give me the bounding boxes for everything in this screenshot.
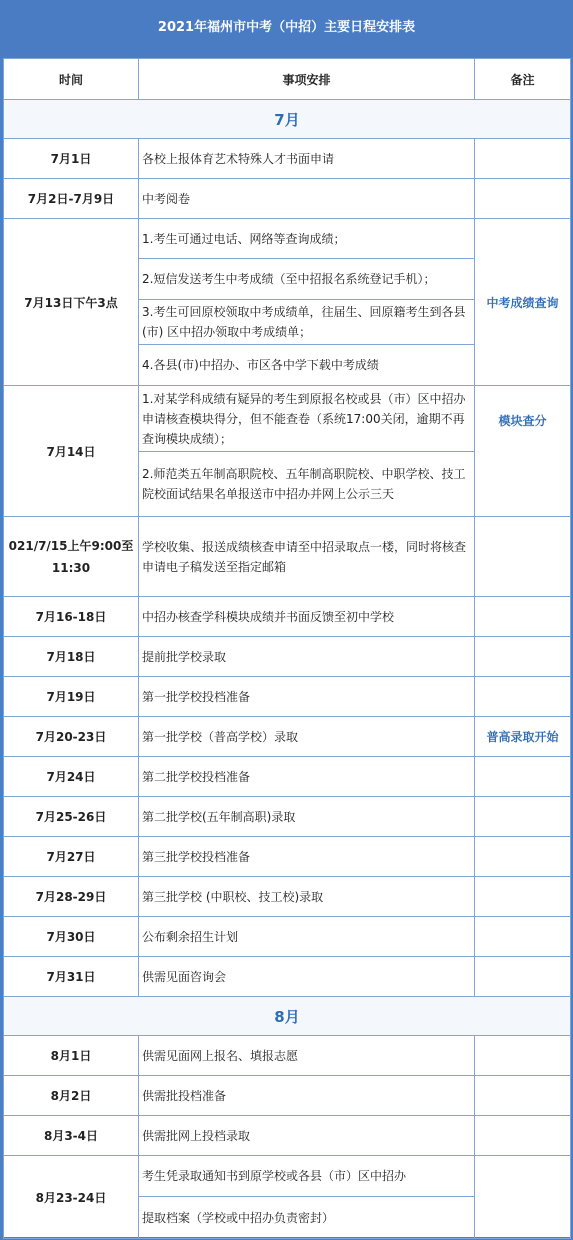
row-event: 供需见面咨询会	[139, 957, 475, 997]
table-row	[4, 797, 571, 837]
row-date: 7月19日	[4, 677, 139, 717]
row-event: 第一批学校投档准备	[139, 677, 475, 717]
row-event-group	[139, 1156, 475, 1239]
row-date: 7月18日	[4, 637, 139, 677]
row-event: 提取档案（学校或中招办负责密封）	[142, 1210, 335, 1225]
table-row	[4, 1036, 571, 1076]
row-date: 8月23-24日	[4, 1156, 139, 1239]
header-event: 事项安排	[139, 59, 475, 100]
table-row	[4, 637, 571, 677]
row-note	[475, 517, 571, 597]
row-event: 中考阅卷	[139, 179, 475, 219]
row-event: 第一批学校（普高学校）录取	[139, 717, 475, 757]
table-row	[4, 597, 571, 637]
row-date: 7月30日	[4, 917, 139, 957]
row-event: 供需批网上投档录取	[139, 1116, 475, 1156]
row-note	[475, 957, 571, 997]
month-label: 7月	[4, 100, 571, 139]
table-row	[4, 717, 571, 757]
row-note: 中考成绩查询	[475, 219, 571, 386]
row-event: 学校收集、报送成绩核查申请至中招录取点一楼，同时将核查申请电子稿发送至指定邮箱	[139, 517, 475, 597]
table-row	[4, 219, 571, 386]
row-note	[475, 637, 571, 677]
table-row	[4, 1076, 571, 1116]
row-date: 7月16-18日	[4, 597, 139, 637]
row-note	[475, 139, 571, 179]
row-date: 8月3-4日	[4, 1116, 139, 1156]
row-event: 2.师范类五年制高职院校、五年制高职院校、中职学校、技工院校面试结果名单报送市中招办并网上公示三天	[142, 467, 466, 501]
row-event: 考生凭录取通知书到原学校或各县（市）区中招办	[139, 1156, 474, 1197]
row-note	[475, 179, 571, 219]
row-date: 7月1日	[4, 139, 139, 179]
row-date: 7月25-26日	[4, 797, 139, 837]
row-note	[475, 1076, 571, 1116]
page-title: 2021年福州市中考（中招）主要日程安排表	[0, 0, 573, 58]
row-note	[475, 837, 571, 877]
row-date: 7月13日下午3点	[4, 219, 139, 386]
row-event: 供需批投档准备	[139, 1076, 475, 1116]
row-date: 8月1日	[4, 1036, 139, 1076]
table-row	[4, 1156, 571, 1239]
month-label: 8月	[4, 997, 571, 1036]
row-note	[475, 597, 571, 637]
row-event: 各校上报体育艺术特殊人才书面申请	[139, 139, 475, 179]
row-event-group	[139, 219, 475, 386]
table-row	[4, 877, 571, 917]
table-row	[4, 677, 571, 717]
row-event: 2.短信发送考生中考成绩（至中招报名系统登记手机）；	[139, 259, 474, 300]
month-row-august	[4, 997, 571, 1036]
row-note: 模块查分	[475, 386, 571, 517]
month-row-july	[4, 100, 571, 139]
table-row	[4, 757, 571, 797]
row-note	[475, 757, 571, 797]
table-row	[4, 386, 571, 517]
row-event: 第二批学校(五年制高职)录取	[139, 797, 475, 837]
row-note	[475, 797, 571, 837]
row-event: 第三批学校投档准备	[139, 837, 475, 877]
table-row	[4, 957, 571, 997]
row-event-group	[139, 386, 475, 517]
schedule-table	[3, 58, 571, 1239]
row-event: 1.对某学科成绩有疑异的考生到原报名校或县（市）区中招办申请核查模块得分，但不能查卷（系统17:00关闭，逾期不再查询模块成绩）；	[139, 386, 474, 452]
header-time: 时间	[4, 59, 139, 100]
table-row	[4, 837, 571, 877]
row-event: 1.考生可通过电话、网络等查询成绩；	[139, 219, 474, 259]
row-note	[475, 1036, 571, 1076]
row-event: 4.各县(市)中招办、市区各中学下载中考成绩	[142, 358, 379, 372]
row-date: 7月2日-7月9日	[4, 179, 139, 219]
row-date: 021/7/15上午9:00至11:30	[4, 517, 139, 597]
row-date: 7月14日	[4, 386, 139, 517]
row-event: 中招办核查学科模块成绩并书面反馈至初中学校	[139, 597, 475, 637]
row-note	[475, 917, 571, 957]
row-date: 8月2日	[4, 1076, 139, 1116]
row-date: 7月27日	[4, 837, 139, 877]
row-event: 3.考生可回原校领取中考成绩单，往届生、回原籍考生到各县(市) 区中招办领取中考成绩单；	[139, 300, 474, 345]
row-note	[475, 677, 571, 717]
row-date: 7月28-29日	[4, 877, 139, 917]
row-note: 普高录取开始	[475, 717, 571, 757]
row-event: 提前批学校录取	[139, 637, 475, 677]
table-row	[4, 517, 571, 597]
row-note	[475, 1156, 571, 1239]
row-event: 公布剩余招生计划	[139, 917, 475, 957]
table-row	[4, 179, 571, 219]
table-row	[4, 917, 571, 957]
row-date: 7月20-23日	[4, 717, 139, 757]
header-note: 备注	[475, 59, 571, 100]
row-event: 第二批学校投档准备	[139, 757, 475, 797]
row-note	[475, 877, 571, 917]
row-date: 7月24日	[4, 757, 139, 797]
table-row	[4, 1116, 571, 1156]
table-row	[4, 139, 571, 179]
row-event: 第三批学校 (中职校、技工校)录取	[139, 877, 475, 917]
table-header-row	[4, 59, 571, 100]
row-date: 7月31日	[4, 957, 139, 997]
row-note	[475, 1116, 571, 1156]
row-event: 供需见面网上报名、填报志愿	[139, 1036, 475, 1076]
